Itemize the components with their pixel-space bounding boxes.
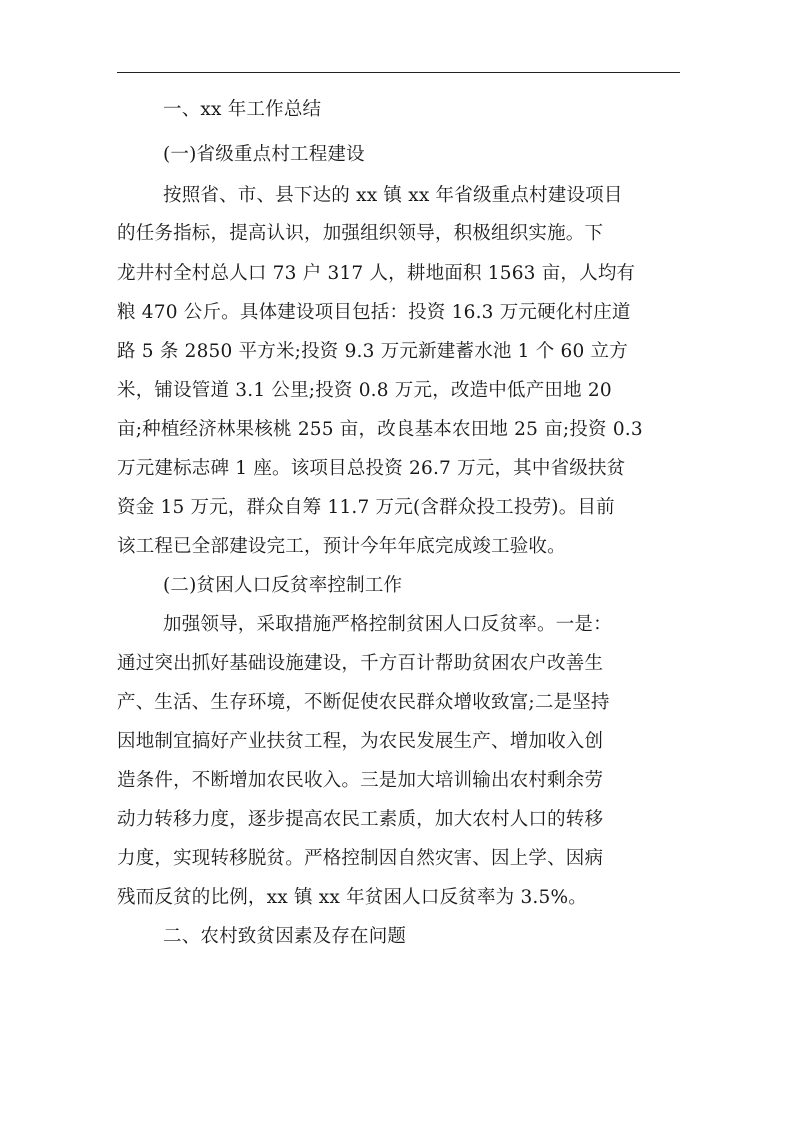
paragraph-line: 米，铺设管道 3.1 公里;投资 0.8 万元，改造中低产田地 20 [117,380,612,401]
paragraph-line: 的任务指标，提高认识，加强组织领导，积极组织实施。下 [117,223,604,244]
paragraph-line: 资金 15 万元，群众自筹 11.7 万元(含群众投工投劳)。目前 [117,497,615,518]
paragraph-line: 龙井村全村总人口 73 户 317 人，耕地面积 1563 亩，人均有 [117,263,636,284]
section-heading-2: 二、农村致贫因素及存在问题 [163,926,407,947]
paragraph-line: 万元建标志碑 1 座。该项目总投资 26.7 万元，其中省级扶贫 [117,458,626,479]
paragraph-line: 残而反贫的比例，xx 镇 xx 年贫困人口反贫率为 3.5%。 [117,887,587,908]
paragraph-line: 按照省、市、县下达的 xx 镇 xx 年省级重点村建设项目 [163,185,623,206]
paragraph-line: 加强领导，采取措施严格控制贫困人口反贫率。一是： [163,614,612,635]
paragraph-line: 因地制宜搞好产业扶贫工程，为农民发展生产、增加收入创 [117,731,604,752]
paragraph-line: 亩;种植经济林果核桃 255 亩，改良基本农田地 25 亩;投资 0.3 [117,419,643,440]
section-heading-1: 一、xx 年工作总结 [163,99,322,120]
subsection-heading-2: (二)贫困人口反贫率控制工作 [163,575,403,596]
paragraph-line: 产、生活、生存环境，不断促使农民群众增收致富;二是坚持 [117,692,610,713]
subsection-heading-1: (一)省级重点村工程建设 [163,144,365,165]
paragraph-line: 造条件，不断增加农民收入。三是加大培训输出农村剩余劳 [117,770,604,791]
paragraph-line: 力度，实现转移脱贫。严格控制因自然灾害、因上学、因病 [117,848,604,869]
paragraph-line: 通过突出抓好基础设施建设，千方百计帮助贫困农户改善生 [117,653,604,674]
paragraph-line: 路 5 条 2850 平方米;投资 9.3 万元新建蓄水池 1 个 60 立方 [117,341,628,362]
paragraph-line: 该工程已全部建设完工，预计今年年底完成竣工验收。 [117,536,566,557]
paragraph-line: 动力转移力度，逐步提高农民工素质，加大农村人口的转移 [117,809,604,830]
paragraph-line: 粮 470 公斤。具体建设项目包括：投资 16.3 万元硬化村庄道 [117,302,631,323]
header-divider [117,72,680,73]
